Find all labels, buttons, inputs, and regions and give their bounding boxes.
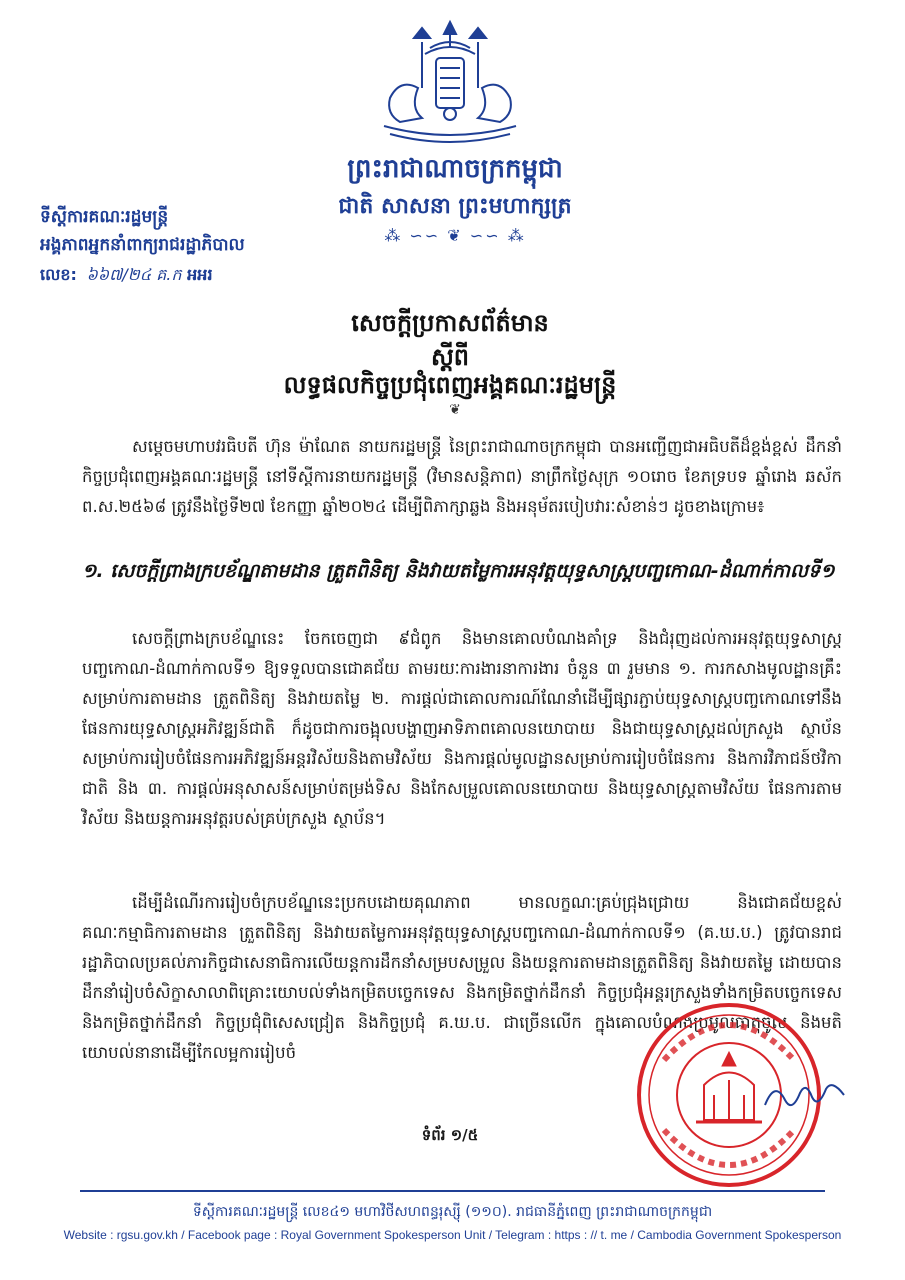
- royal-coat-of-arms-icon: [370, 18, 530, 148]
- footer-links: Website : rgsu.gov.kh / Facebook page : Royal Government Spokesperson Unit / Telegram : https : // t. me / Cambodia Government Spokesperson: [63, 1228, 842, 1242]
- paragraph-intro: [82, 432, 842, 522]
- page-number: ទំព័រ ១/៥: [421, 1126, 479, 1144]
- paragraph-intro-text: សម្ដេចមហាបវរធិបតី ហ៊ុន ម៉ាណែត នាយករដ្ឋមន្ត្រី នៃព្រះរាជាណាចក្រកម្ពុជា បានអញ្ជើញជាអធិបតីដ៏ខ្ពង់ខ្ពស់ ដឹកនាំកិច្ចប្រជុំពេញអង្គគណៈរដ្ឋមន្ត្រី នៅទីស្ដីការនាយករដ្ឋមន្ត្រី (វិមានសន្តិភាព) នាព្រឹកថ្ងៃសុក្រ ១០រោច ខែភទ្របទ ឆ្នាំរោង ឆស័ក ព.ស.២៥៦៨ ត្រូវនឹងថ្ងៃទី២៧ ខែកញ្ញា ឆ្នាំ២០២៤ ដើម្បីពិភាក្សាឆ្លង និងអនុម័តរបៀបវារៈសំខាន់ៗ ដូចខាងក្រោម៖: [82, 437, 842, 516]
- paragraph-framework-text: សេចក្ដីព្រាងក្របខ័ណ្ឌនេះ ចែកចេញជា ៩ជំពូក និងមានគោលបំណងគាំទ្រ និងជំរុញដល់ការអនុវត្តយុទ្ធសាស្ត្របញ្ចកោណ-ដំណាក់កាលទី១ ឱ្យទទួលបានជោគជ័យ តាមរយៈការងារនាការងារ ចំនួន ៣ រួមមាន ១. ការកសាងមូលដ្ឋានគ្រឹះសម្រាប់ការតាមដាន ត្រួតពិនិត្យ និងវាយតម្លៃ ២. ការផ្ដល់ជាគោលការណ៍ណែនាំដើម្បីផ្សារភ្ជាប់យុទ្ធសាស្ត្របញ្ចកោណទៅនឹងផែនការយុទ្ធសាស្ត្រអភិវឌ្ឍន៍ជាតិ ក៏ដូចជាការចង្អុលបង្ហាញអាទិភាពគោលនយោបាយ និងជាយុទ្ធសាស្ត្រដល់ក្រសួង ស្ថាប័ន សម្រាប់ការរៀបចំផែនការអភិវឌ្ឍន៍អន្តរវិស័យនិងតាមវិស័យ និងការផ្ដល់មូលដ្ឋានសម្រាប់ការរៀបចំផែនការ និងការវិភាជន៍ថវិកាជាតិ និង ៣. ការផ្ដល់អនុសាសន៍សម្រាប់តម្រង់ទិស និងកែសម្រួលគោលនយោបាយ និងយុទ្ធសាស្ត្រតាមវិស័យ ផែនការតាមវិស័យ និងយន្តការអនុវត្តរបស់គ្រប់ក្រសួង ស្ថាប័ន។: [82, 629, 842, 828]
- title-ornament: ❦: [449, 402, 461, 418]
- header-ornament: ⁂ ∽∽ ❦ ∽∽ ⁂: [384, 226, 526, 245]
- paragraph-process-text: ដើម្បីដំណើរការរៀបចំក្របខ័ណ្ឌនេះប្រកបដោយគុណភាព មានលក្ខណៈគ្រប់ជ្រុងជ្រោយ និងជោគជ័យខ្ពស់ គណៈកម្មាធិការតាមដាន ត្រួតពិនិត្យ និងវាយតម្លៃការអនុវត្តយុទ្ធសាស្ត្របញ្ចកោណ-ដំណាក់កាលទី១ (គ.ឃ.ប.) ត្រូវបានរាជរដ្ឋាភិបាលប្រគល់ភារកិច្ចជាសេនាធិការលើយន្តការដឹកនាំសម្របសម្រួល និងយន្តការតាមដានត្រួតពិនិត្យ និងវាយតម្លៃ ដោយបានដឹកនាំរៀបចំសិក្ខាសាលាពិគ្រោះយោបល់ទាំងកម្រិតបច្ចេកទេស និងកម្រិតថ្នាក់ដឹកនាំ កិច្ចប្រជុំអន្តរក្រសួងទាំងកម្រិតបច្ចេកទេស និងកម្រិតថ្នាក់ដឹកនាំ កិច្ចប្រជុំពិសេសជ្រៀត និងកិច្ចប្រជុំ គ.ឃ.ប. ជាច្រើនលើក ក្នុងគោលបំណងប្រមូលធាតុចូល និងមតិយោបល់នានាដើម្បីកែលម្អការរៀបចំ: [82, 893, 842, 1062]
- reference-value: ៦៦៧/២៤ គ.ក: [86, 265, 182, 284]
- kingdom-name: ព្រះរាជាណាចក្រកម្ពុជា: [347, 154, 563, 184]
- footer-address: ទីស្ដីការគណៈរដ្ឋមន្ត្រី លេខ៤១ មហាវិថីសហពន្ធរុស្ស៊ី (១១០). រាជធានីភ្នំពេញ ព្រះរាជាណាចក្រកម្ពុជា: [192, 1204, 713, 1220]
- unit-name: អង្គភាពអ្នកនាំពាក្យរាជរដ្ឋាភិបាល: [40, 235, 245, 255]
- reference-label: លេខ:: [40, 265, 77, 284]
- reference-suffix: អអរ: [187, 265, 213, 284]
- paragraph-framework: [82, 624, 842, 834]
- signature-mark: [760, 1075, 850, 1115]
- footer-divider: [80, 1190, 825, 1192]
- document-title-about: ស្ដីពី: [430, 343, 470, 371]
- document-title: សេចក្ដីប្រកាសព័ត៌មាន: [351, 309, 549, 337]
- document-subject: លទ្ធផលកិច្ចប្រជុំពេញអង្គគណៈរដ្ឋមន្ត្រី: [283, 371, 617, 399]
- reference-number: [40, 264, 213, 288]
- office-name: ទីស្ដីការគណៈរដ្ឋមន្ដ្រី: [40, 207, 169, 227]
- national-motto: ជាតិ សាសនា ព្រះមហាក្សត្រ: [338, 194, 572, 219]
- section-heading: ១. សេចក្ដីព្រាងក្របខ័ណ្ឌតាមដាន ត្រួតពិនិត្យ និងវាយតម្លៃការអនុវត្តយុទ្ធសាស្ត្របញ្ចកោណ-ដំណាក់កាលទី១: [82, 560, 835, 582]
